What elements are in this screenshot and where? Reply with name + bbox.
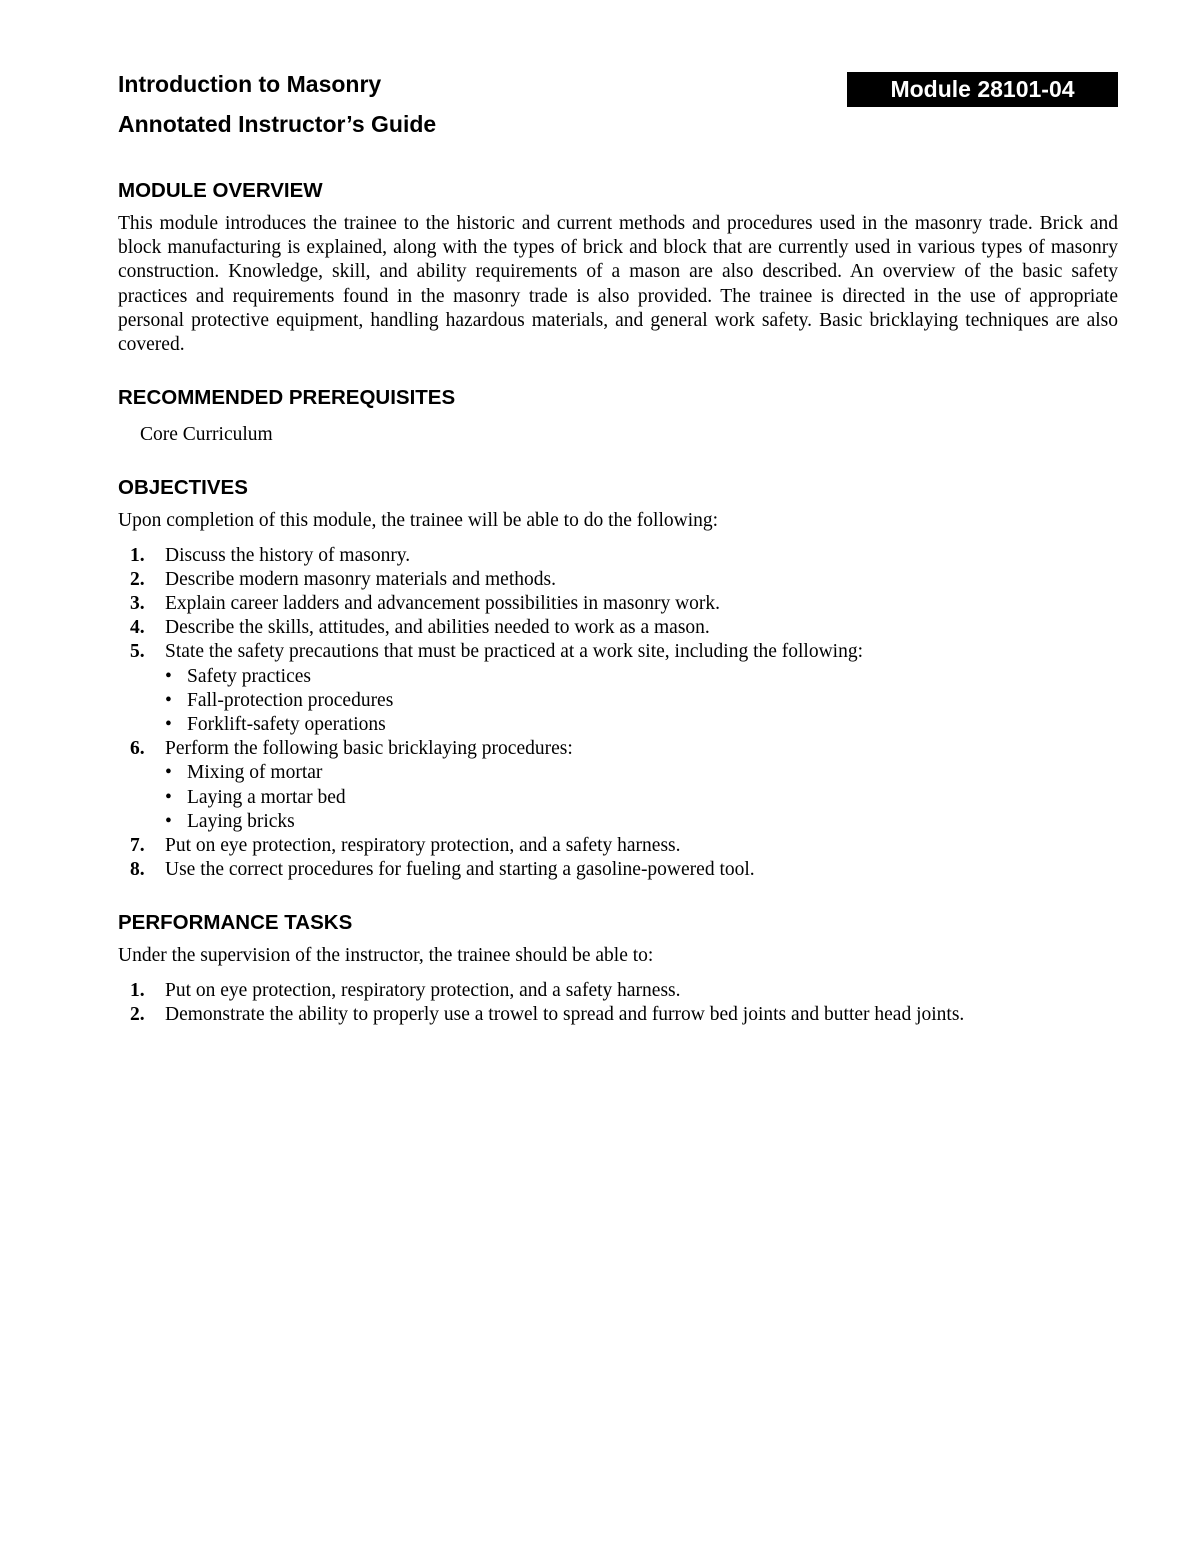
performance-task-item: [118, 1003, 1118, 1027]
objective-text: Explain career ladders and advancement possibilities in masonry work.: [165, 593, 721, 615]
objective-subitem-text: Forklift-safety operations: [187, 714, 386, 736]
objective-item: [118, 640, 1118, 737]
performance-tasks-list: [118, 979, 1118, 1027]
performance-task-item: [118, 979, 1118, 1003]
document-content: [118, 176, 1118, 1053]
objective-number: 3.: [130, 593, 145, 615]
bullet-icon: •: [165, 762, 172, 784]
objective-number: 7.: [130, 835, 145, 857]
objective-text: Put on eye protection, respiratory protection, and a safety harness.: [165, 835, 681, 857]
module-overview-text: This module introduces the trainee to the historic and current methods and procedures used in the masonry trade. Brick and block manufacturing is explained, along with the types of brick and block that are currently used in various types of masonry construction. Knowledge, skill, and ability requirements of a mason are also described. An overview of the basic safety practices and requirements found in the masonry trade is also provided. The trainee is directed in the use of appropriate personal protective equipment, handling hazardous materials, and general work safety. Basic bricklaying techniques are also covered.: [118, 213, 1118, 356]
objective-text: Describe the skills, attitudes, and abilities needed to work as a mason.: [165, 617, 710, 639]
module-badge: Module 28101-04: [847, 72, 1118, 107]
objective-subitem: [165, 665, 1118, 689]
objective-text: Use the correct procedures for fueling and starting a gasoline-powered tool.: [165, 859, 755, 881]
objectives-section: [118, 473, 1118, 882]
objective-item: [118, 568, 1118, 592]
module-overview-section: [118, 176, 1118, 357]
objective-number: 1.: [130, 544, 145, 566]
performance-task-number: 1.: [130, 979, 145, 1001]
objective-item: [118, 858, 1118, 882]
objective-sublist: [165, 761, 1118, 834]
objective-item: [118, 544, 1118, 568]
objective-sublist: [165, 665, 1118, 738]
objective-subitem-text: Mixing of mortar: [187, 762, 323, 784]
objective-subitem: [165, 810, 1118, 834]
objective-number: 8.: [130, 859, 145, 881]
bullet-icon: •: [165, 810, 172, 832]
objective-number: 2.: [130, 568, 145, 590]
objective-text: Discuss the history of masonry.: [165, 544, 411, 566]
performance-tasks-section: [118, 908, 1118, 1027]
performance-task-number: 2.: [130, 1003, 145, 1025]
bullet-icon: •: [165, 786, 172, 808]
objective-subitem: [165, 761, 1118, 785]
objectives-heading: OBJECTIVES: [118, 476, 248, 500]
bullet-icon: •: [165, 665, 172, 687]
objective-number: 6.: [130, 738, 145, 760]
objective-item: [118, 616, 1118, 640]
prerequisites-section: [118, 383, 1118, 447]
objectives-list: [118, 544, 1118, 883]
performance-task-text: Demonstrate the ability to properly use a trowel to spread and furrow bed joints and butter head joints.: [165, 1003, 965, 1025]
objective-subitem-text: Safety practices: [187, 665, 311, 687]
objective-subitem: [165, 689, 1118, 713]
objective-item: [118, 592, 1118, 616]
objective-number: 4.: [130, 617, 145, 639]
objective-number: 5.: [130, 641, 145, 663]
performance-tasks-intro: Under the supervision of the instructor, the trainee should be able to:: [118, 945, 654, 967]
guide-title: Annotated Instructor’s Guide: [118, 111, 437, 137]
title-block: [118, 64, 436, 144]
objective-item: [118, 737, 1118, 834]
module-overview-heading: MODULE OVERVIEW: [118, 179, 323, 202]
objective-text: Describe modern masonry materials and methods.: [165, 568, 556, 590]
objective-subitem-text: Fall-protection procedures: [187, 689, 394, 711]
objective-subitem: [165, 786, 1118, 810]
course-title: Introduction to Masonry: [118, 71, 382, 97]
prerequisites-heading: RECOMMENDED PREREQUISITES: [118, 386, 456, 410]
prerequisite-item: Core Curriculum: [140, 424, 273, 446]
performance-task-text: Put on eye protection, respiratory protection, and a safety harness.: [165, 979, 681, 1001]
bullet-icon: •: [165, 714, 172, 736]
objective-text: State the safety precautions that must be practiced at a work site, including the following:: [165, 641, 864, 663]
objective-subitem-text: Laying bricks: [187, 810, 295, 832]
performance-tasks-heading: PERFORMANCE TASKS: [118, 911, 353, 935]
objectives-intro: Upon completion of this module, the trainee will be able to do the following:: [118, 510, 719, 532]
objective-text: Perform the following basic bricklaying procedures:: [165, 738, 573, 760]
objective-subitem: [165, 713, 1118, 737]
objective-item: [118, 834, 1118, 858]
bullet-icon: •: [165, 689, 172, 711]
objective-subitem-text: Laying a mortar bed: [187, 786, 346, 808]
